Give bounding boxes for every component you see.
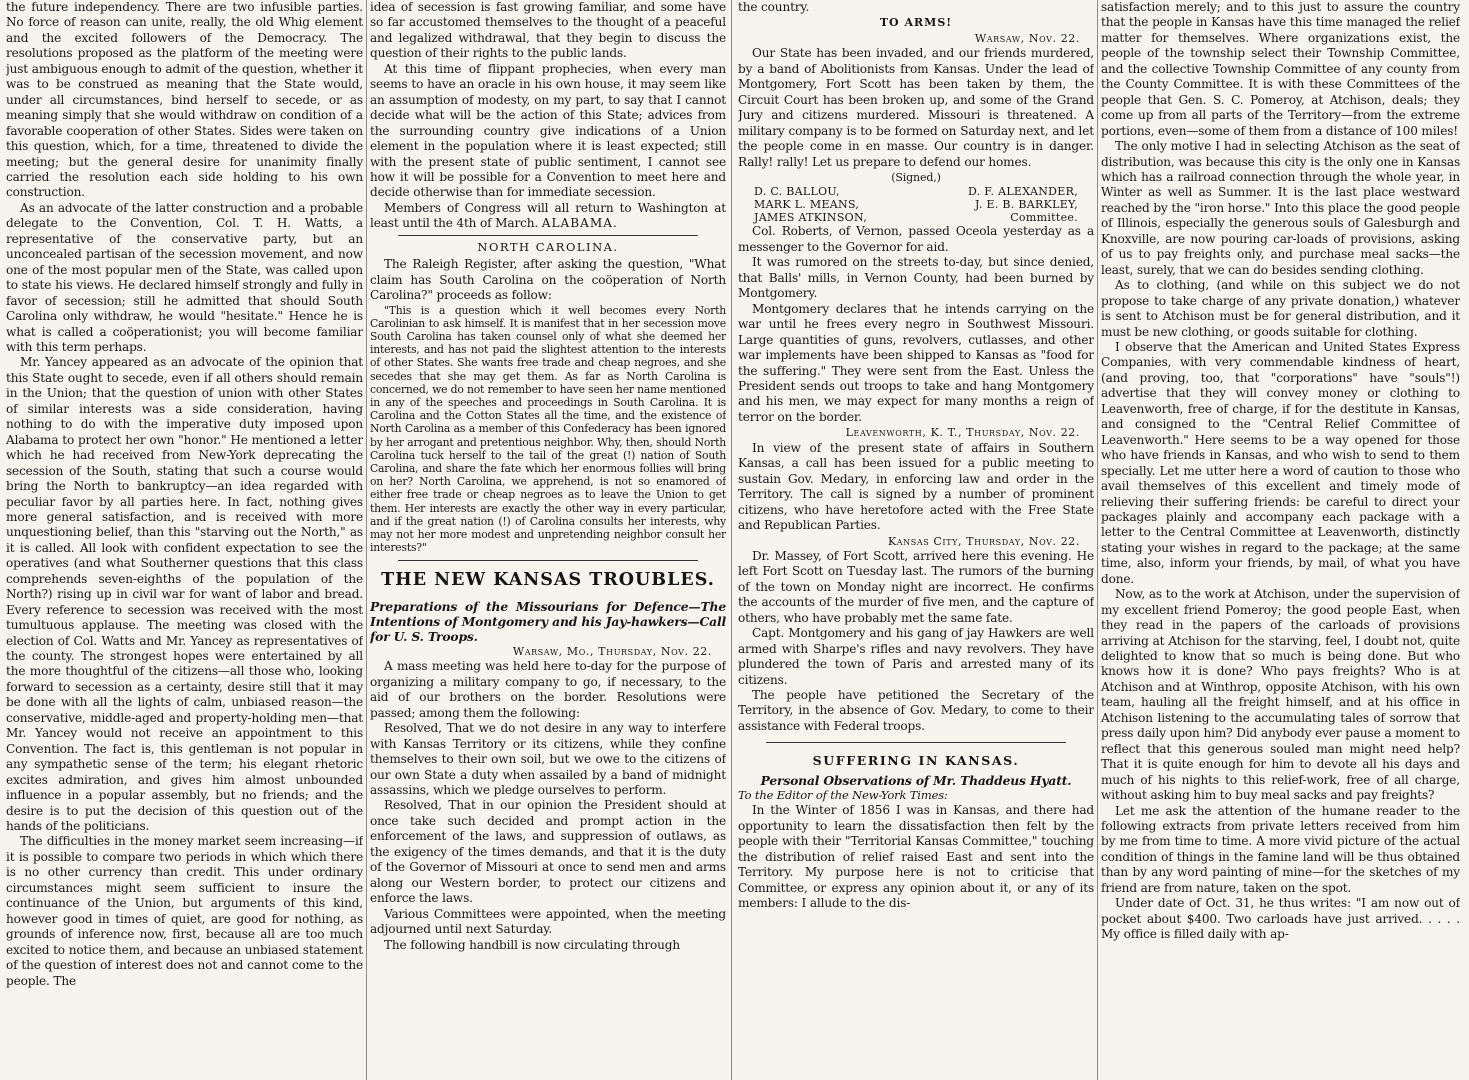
c1-paragraph-3: Mr. Yancey appeared as an advocate of the opinion that this State ought to secede, even if all others should remain in the Union; that the question of union with other States of similar interests was a side consideration, having nothing to do with the imperative duty imposed upon Alabama to protect her own "honor." He mentioned a letter which he had received from New-York deprecating the secession of the South, stating that such a course would bring the North to bankruptcy—an idea regarded with peculiar favor by all parties here. In fact, nothing gives more general satisfaction, and is received with more unquestioning belief, than this "starving out the North," as it is called. All look with confident expectation to see the operatives (and what Southerner questions that this class comprehends seven-eighths of the population of the North?) rising up in civil war for want of labor and bread. Every reference to secession was received with the most tumultuous applause. The meeting was closed with the election of Col. Watts and Mr. Yancey as representatives of the county. The strongest hopes were entertained by all the more thoughtful of the citizens—all those who, looking forward to secession as a certainty, desire still that it may be done with all the lights of calm, unbiased reason—the conservative, middle-aged and property-holding men—that Mr. Yancey would not receive an appointment to this Convention. The fact is, this gentleman is not popular in any sympathetic sense of the term; his elegant rhetoric excites admiration, and gives him almost unbounded influence in a popular assembly, but no friends; and the desire is to put the decision of this question out of the hands of the politicians. — [6, 355, 363, 834]
divider — [398, 560, 698, 561]
c3-paragraph-1: Col. Roberts, of Vernon, passed Oceola yesterday as a messenger to the Governor for aid. — [738, 224, 1094, 254]
dateline-warsaw-2: Warsaw, Nov. 22. — [974, 31, 1080, 45]
c3-paragraph-5: Capt. Montgomery and his gang of jay Hawkers are well armed with Sharpe's rifles and navy revolvers. They have plundered the town of Paris and arrested many of its citizens. — [738, 626, 1094, 687]
nc-paragraph: The Raleigh Register, after asking the question, "What claim has South Carolina on the coöperation of North Carolina?" proceeds as follow: — [370, 257, 726, 303]
c3-paragraph-4: Dr. Massey, of Fort Scott, arrived here this evening. He left Fort Scott on Tuesday last. The rumors of the burning of the town on Monday night are incorrect. He confirms the accounts of the murder of five men, and the capture of others, who have probably met the same fate. — [738, 548, 1094, 625]
c1-paragraph-1: the future independency. There are two infusible parties. No force of reason can unite, really, the old Whig element and the excited followers of the Democracy. The resolutions proposed as the platform of the meeting were just ambiguous enough to admit of the question, whether it was to be construed as meaning that the State would, under all circumstances, bind herself to secede, or as meaning simply that she would withdraw on condition of a favorable cooperation of other States. Sides were taken on this question, which, for a time, threatened to divide the meeting; but the general desire for unanimity finally carried the resolution each side holding to his own construction. — [6, 0, 363, 200]
column-3 — [738, 0, 1094, 1080]
c2-paragraph-3: Resolved, That in our opinion the President should at once take such decided and prompt action in the enforcement of the laws, and suppression of outlaws, as the exigency of the times demands, and that it is the duty of the Governor of Missouri at once to send men and arms along our Western border, to protect our citizens and enforce the laws. — [370, 798, 726, 906]
to-arms-heading: TO ARMS! — [879, 16, 953, 30]
nc-quote: "This is a question which it well becomes every North Carolinian to ask himself. It is manifest that in her secession move South Carolina has taken counsel only of what she deemed her interests, and has not paid the slightest attention to the interests of other States. She wants free trade and cheap negroes, and she secedes that she may get them. As far as North Carolina is concerned, we do not remember to have seen her name mentioned in any of the speeches and proceedings in South Carolina. It is Carolina and the Cotton States all the time, and the existence of North Carolina as a member of this Confederacy has been ignored by her arrogant and pretentious neighbor. Why, then, should North Carolina tuck herself to the tail of the great (!) nation of South Carolina, and share the fate which her enormous follies will bring on her? North Carolina, we apprehend, is not so enamored of either free trade or cheap negroes as to leave the Union to get them. Her interests are exactly the other way in every particular, and if the great nation (!) of Carolina consults her interests, why may not her more modest and unpretending neighbor consult her interests?" — [370, 303, 726, 555]
c2-byline-alabama: ALABAMA. — [541, 216, 618, 231]
kansas-troubles-headline: THE NEW KANSAS TROUBLES. — [381, 570, 715, 591]
column-rule — [1097, 0, 1098, 1080]
c3-paragraph-3: Montgomery declares that he intends carrying on the war until he frees every negro in Southwest Missouri. Large quantities of guns, revolvers, cutlasses, and other war implements have been shipped to Kansas as "food for the suffering." They were sent from the East. Unless the President sends out troops to take and hang Montgomery and his men, we may expect for many months a reign of terror on the border. — [738, 301, 1094, 424]
signatures-left: D. C. BALLOU, MARK L. MEANS, JAMES ATKINSON, — [754, 185, 868, 225]
kansas-troubles-subhead: Preparations of the Missourians for Defence—The Intentions of Montgomery and his Jay-hawkers—Call for U. S. Troops. — [370, 598, 726, 644]
divider — [398, 235, 698, 236]
c3-paragraph-6: The people have petitioned the Secretary of the Territory, in the absence of Gov. Medary, to come to their assistance with Federal troops. — [738, 688, 1094, 733]
signatures-right: D. F. ALEXANDER, J. E. B. BARKLEY, Committee. — [967, 185, 1078, 225]
c2-intro-3 — [370, 201, 726, 232]
to-arms-paragraph: Our State has been invaded, and our friends murdered, by a band of Abolitionists from Kansas. Under the lead of Montgomery, Fort Scott has been taken by them, the Circuit Court has been broken up, and some of the Grand Jury and citizens murdered. Missouri is threatened. A military company is to be formed on Saturday next, and let the people come in en masse. Our country is in danger. Rally! rally! Let us prepare to defend our homes. — [738, 46, 1094, 169]
c4-paragraph-7: Under date of Oct. 31, he thus writes: "I am now out of pocket about $400. Two carloads have just arrived. . . . . My office is filled daily with ap- — [1101, 896, 1460, 942]
c3-intro: the country. — [738, 0, 810, 14]
to-editor-line: To the Editor of the New-York Times: — [738, 787, 948, 802]
c2-intro: idea of secession is fast growing familiar, and some have so far accustomed themselves to the thought of a peaceful and legalized withdrawal, that they begin to discuss the question of their rights to the public lands. — [370, 0, 726, 61]
north-carolina-heading: NORTH CAROLINA. — [477, 239, 619, 254]
column-4 — [1101, 0, 1460, 1080]
c3-paragraph-2: It was rumored on the streets to-day, but since denied, that Balls' mills, in Vernon County, had been burned by Montgomery. — [738, 255, 1094, 301]
divider — [766, 742, 1066, 743]
c2-paragraph-2: Resolved, That we do not desire in any way to interfere with Kansas Territory or its citizens, while they confine themselves to their own soil, but we owe to the citizens of our own State a duty when assailed by a band of midnight assassins, which we pledge ourselves to perform. — [370, 721, 726, 797]
c1-paragraph-2: As an advocate of the latter construction and a probable delegate to the Convention, Col. T. H. Watts, a representative of the conservative party, but an unconcealed partisan of the secession movement, and now one of the most popular men of the State, was called upon to state his views. He declared himself strongly and fully in favor of secession; still he admitted that should South Carolina only withdraw, he would "hesitate." Hence he is what is called a coöperationist; you will become familiar with this term perhaps. — [6, 200, 363, 354]
column-1 — [6, 0, 363, 1080]
column-rule — [366, 0, 367, 1080]
suffering-subhead: Personal Observations of Mr. Thaddeus Hyatt. — [760, 772, 1072, 788]
column-2 — [370, 0, 726, 1080]
dateline-leavenworth: Leavenworth, K. T., Thursday, Nov. 22. — [845, 426, 1080, 440]
c3-leavenworth-paragraph: In view of the present state of affairs in Southern Kansas, a call has been issued for a public meeting to sustain Gov. Medary, in enforcing law and order in the Territory. The call is signed by a number of prominent citizens, who have heretofore acted with the Free State and Republican Parties. — [738, 440, 1094, 533]
c4-paragraph-3: As to clothing, (and while on this subject we do not propose to take charge of any private donation,) whatever is sent to Atchison must be for general distribution, and it must be new clothing, or goods suitable for clothing. — [1101, 278, 1460, 339]
column-rule — [731, 0, 732, 1080]
dateline-warsaw: Warsaw, Mo., Thursday, Nov. 22. — [512, 644, 712, 658]
c2-paragraph-1: A mass meeting was held here to-day for the purpose of organizing a military company to go, if necessary, to the aid of our brothers on the border. Resolutions were passed; among them the following: — [370, 659, 726, 720]
c2-paragraph-4: Various Committees were appointed, when the meeting adjourned until next Saturday. — [370, 906, 726, 937]
c4-paragraph-2: The only motive I had in selecting Atchison as the seat of distribution, was because this city is the only one in Kansas which has a railroad connection through the whole year, in Winter as well as Summer. It is the last place westward reached by the "iron horse." Into this place the good people of Illinois, especially the generous souls of Galesburgh and Knoxville, are now pouring car-loads of provisions, asking of us to pay freights only, and purchase meal sacks—the least, surely, that we can do besides sending clothing. — [1101, 139, 1460, 277]
c3-paragraph-7: In the Winter of 1856 I was in Kansas, and there had opportunity to learn the dissatisfaction then felt by the people with their "Territorial Kansas Committee," touching the distribution of relief raised East and sent into the Territory. My purpose here is not to criticise that Committee, or express any opinion about it, or any of its members: I allude to the dis- — [738, 803, 1094, 911]
c1-paragraph-4: The difficulties in the money market seem increasing—if it is possible to compare two periods in which which there is no other currency than credit. This under ordinary circumstances might seem sufficient to insure the continuance of the Union, but arguments of this kind, however good in times of quiet, are good for nothing, as grounds of inference now, first, because all are too much excited to notice them, and because an unbiased statement of the question of interest does not and cannot come to the people. The — [6, 834, 363, 988]
dateline-kansas-city: Kansas City, Thursday, Nov. 22. — [887, 534, 1080, 548]
c4-paragraph-6: Let me ask the attention of the humane reader to the following extracts from private letters received from him by me from time to time. A more vivid picture of the actual condition of things in the famine land will be thus obtained than by any word painting of mine—for the sketches of my friend are from nature, taken on the spot. — [1101, 803, 1460, 895]
c2-paragraph-5: The following handbill is now circulating through — [384, 937, 680, 952]
c2-intro-2: At this time of flippant prophecies, when every man seems to have an oracle in his own house, it may seem like an assumption of modesty, on my part, to say that I cannot decide what will be the action of this State; advices from the surrounding country give indications of a Union element in the population where it is least expected; still with the present state of public sentiment, I cannot see how it will be possible for a Convention to meet here and decide otherwise than for immediate secession. — [370, 61, 726, 200]
suffering-in-kansas-headline: SUFFERING IN KANSAS. — [812, 753, 1020, 769]
signatures — [738, 185, 1094, 224]
c4-paragraph-1: satisfaction merely; and to this just to assure the country that the people in Kansas have this time managed the relief matter for themselves. Where organizations exist, the people of the township select their Township Committee, and the collective Township Committee of any county from the County Committee. It is with these Committees of the people that Gen. S. C. Pomeroy, at Atchison, deals; they come up from all parts of the Territory—from the extreme portions, even—some of them from a distance of 100 miles! — [1101, 0, 1460, 138]
c4-paragraph-5: Now, as to the work at Atchison, under the supervision of my excellent friend Pomeroy; the good people East, when they read in the papers of the carloads of provisions arriving at Atchison for the starving, feel, I doubt not, quite delighted to know that so much is being done. But who knows how it is done? Who pays freights? Who is at Atchison and at Winthrop, opposite Atchison, with his own team, hauling all the freight himself, and at his office in Atchison listening to the accumulating tales of sorrow that press daily upon him? Did anybody ever pause a moment to reflect that this generous souled man might need help? That it is quite enough for him to devote all his days and much of his nights to this relief-work, free of all charge, without asking him to buy meal sacks and pay freights? — [1101, 587, 1460, 803]
signed-label: (Signed,) — [891, 170, 941, 184]
c2-intro-3-text: Members of Congress will all return to Washington at least until the 4th of March. — [370, 200, 726, 231]
c4-paragraph-4: I observe that the American and United States Express Companies, with very commendable kindness of heart, (and proving, too, that "corporations" have "souls"!) advertise that they will convey money or clothing to Leavenworth, free of charge, if for the destitute in Kansas, and consigned to the "Central Relief Committee of Leavenworth." Here seems to be a way opened for those who have friends in Kansas, and who wish to send to them specially. Let me utter here a word of caution to those who avail themselves of this excellent and timely mode of relieving their suffering friends: be careful to direct your packages plainly and accompany each package with a letter to the Central Committee at Leavenworth, distinctly stating your wishes in regard to the package; at the same time, also, inform your friends, by mail, of what you have done. — [1101, 339, 1460, 586]
